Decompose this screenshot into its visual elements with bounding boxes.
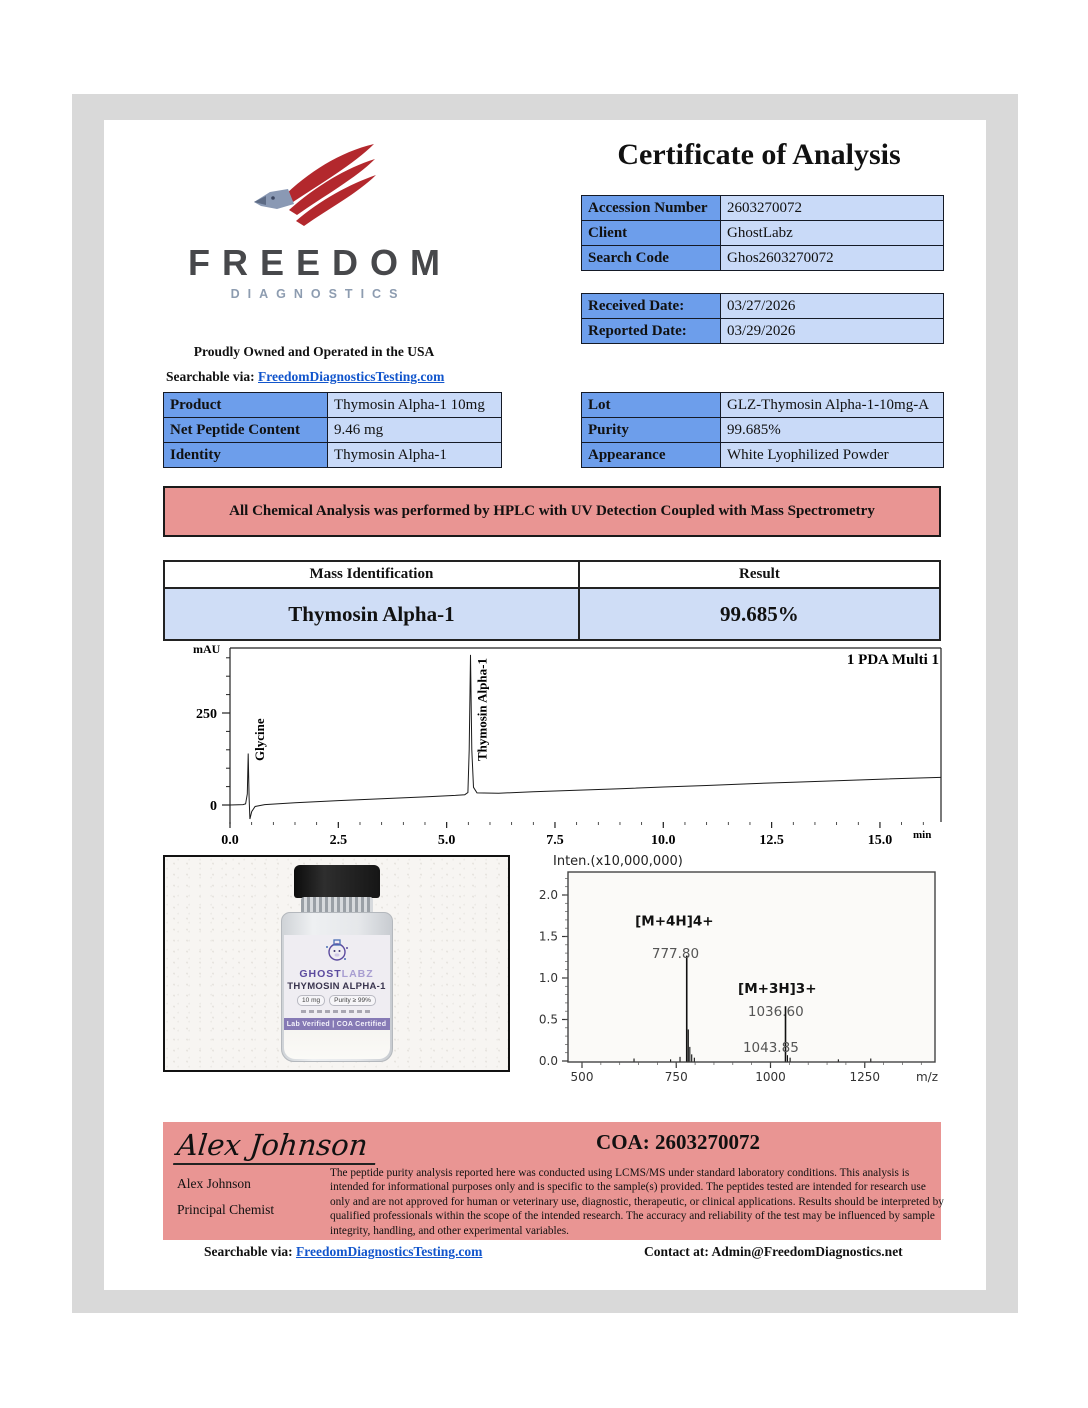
searchable-label: Searchable via: — [204, 1244, 293, 1259]
x-tick-label: 0.0 — [221, 833, 239, 848]
brand-ghost: GHOST — [299, 968, 342, 980]
row-value: Ghos2603270072 — [721, 246, 943, 270]
row-label: Net Peptide Content — [164, 418, 328, 442]
y-tick-label: 250 — [196, 707, 217, 722]
vial-photo — [163, 855, 510, 1072]
row-value: GhostLabz — [721, 221, 943, 245]
signature-footer — [163, 1122, 944, 1240]
dates-table — [581, 293, 944, 344]
method-banner: All Chemical Analysis was performed by HPLC with UV Detection Coupled with Mass Spectrometry — [163, 486, 941, 537]
vial-label — [284, 935, 390, 1030]
x-tick-label: 12.5 — [759, 833, 784, 848]
intensity-axis-label: Inten.(x10,000,000) — [553, 854, 683, 869]
chromatogram-title: 1 PDA Multi 1 — [846, 652, 939, 668]
x-tick-label: 15.0 — [867, 833, 893, 848]
vial-cap — [294, 865, 380, 898]
contact-value: Admin@FreedomDiagnostics.net — [711, 1244, 903, 1259]
signer-role: Principal Chemist — [177, 1202, 275, 1217]
accession-table — [581, 195, 944, 271]
row-label: Lot — [582, 393, 721, 417]
row-value: White Lyophilized Powder — [721, 443, 943, 467]
row-label: Search Code — [582, 246, 721, 270]
row-label: Identity — [164, 443, 328, 467]
searchable-line-top — [166, 369, 444, 385]
mass-table-header — [165, 562, 939, 589]
row-label: Received Date: — [582, 294, 721, 318]
spectrum-annotation: 777.80 — [651, 946, 700, 963]
row-value: 2603270072 — [721, 196, 943, 220]
row-value: GLZ-Thymosin Alpha-1-10mg-A — [721, 393, 943, 417]
chromatogram-trace — [230, 655, 941, 819]
table-row — [164, 393, 501, 418]
searchable-link-top[interactable]: FreedomDiagnosticsTesting.com — [258, 369, 445, 384]
x-tick-label: 500 — [570, 1070, 594, 1084]
result-header: Result — [739, 566, 780, 582]
row-label: Accession Number — [582, 196, 721, 220]
table-row — [582, 393, 943, 418]
row-label: Product — [164, 393, 328, 417]
table-row — [582, 418, 943, 443]
mass-id-value: Thymosin Alpha-1 — [165, 589, 580, 639]
x-axis-unit: min — [913, 829, 932, 841]
y-tick-label: 1.0 — [538, 971, 558, 985]
y-tick-label: 0.5 — [538, 1012, 558, 1027]
x-tick-label: 1000 — [755, 1070, 786, 1084]
vial-body — [281, 912, 393, 1062]
dose-pill: 10 mg — [297, 995, 325, 1006]
table-row — [582, 319, 943, 344]
x-tick-label: 1250 — [849, 1070, 881, 1084]
x-tick-label: 750 — [664, 1070, 688, 1084]
lot-table — [581, 392, 944, 468]
chromatogram-chart — [165, 643, 947, 851]
ghost-flask-icon — [324, 938, 350, 962]
y-tick-label: 2.0 — [538, 888, 558, 902]
row-label: Appearance — [582, 443, 721, 467]
x-tick-label: 2.5 — [329, 833, 348, 848]
row-label: Purity — [582, 418, 721, 442]
vial-verified-band: Lab Verified | COA Certified — [284, 1018, 390, 1030]
searchable-link-bottom[interactable]: FreedomDiagnosticsTesting.com — [296, 1244, 483, 1259]
peak-label: Glycine — [252, 718, 268, 761]
spectrum-annotation: [M+3H]3+ — [738, 980, 817, 997]
row-value: 03/29/2026 — [721, 319, 943, 343]
y-tick-label: 1.5 — [538, 929, 558, 944]
hplc-chromatogram — [165, 643, 947, 851]
vial-pills — [284, 995, 390, 1006]
vial-product-name: THYMOSIN ALPHA-1 — [287, 981, 386, 992]
freedom-logo — [174, 142, 454, 301]
row-label: Reported Date: — [582, 319, 721, 343]
mass-spectrum — [533, 852, 953, 1104]
y-tick-label: 0.0 — [538, 1054, 558, 1068]
row-label: Client — [582, 221, 721, 245]
spectrum-annotation: 1036.60 — [747, 1004, 804, 1021]
vial-fine-print — [301, 1010, 373, 1013]
table-row — [582, 221, 943, 246]
eagle-flag-icon — [248, 142, 380, 242]
y-axis-unit: mAU — [193, 643, 221, 656]
row-value: 99.685% — [721, 418, 943, 442]
y-tick-label: 0 — [210, 799, 217, 814]
x-tick-label: 10.0 — [651, 833, 676, 848]
searchable-line-bottom — [204, 1244, 482, 1260]
row-value: Thymosin Alpha-1 — [328, 443, 501, 467]
vial — [277, 865, 397, 1063]
x-tick-label: 5.0 — [437, 833, 456, 848]
signature-script: Alex Johnson — [173, 1128, 379, 1165]
contact-line — [644, 1244, 903, 1260]
logo-wordmark: FREEDOM — [188, 242, 452, 283]
page-title: Certificate of Analysis — [617, 138, 901, 171]
table-row — [582, 294, 943, 319]
x-tick-label: 7.5 — [546, 833, 564, 848]
result-value: 99.685% — [720, 602, 799, 626]
mass-identification-table — [163, 560, 941, 641]
logo-subtitle: DIAGNOSTICS — [230, 286, 406, 301]
product-table — [163, 392, 502, 468]
bottom-contact-line — [104, 1244, 986, 1264]
mass-spectrum-chart — [533, 852, 953, 1104]
table-row — [164, 443, 501, 468]
vial-brand — [284, 968, 390, 980]
spectrum-annotation: [M+4H]4+ — [635, 913, 714, 930]
spectrum-annotation: 1043.85 — [742, 1039, 799, 1056]
mass-id-header: Mass Identification — [165, 562, 580, 587]
document-frame — [72, 94, 1018, 1313]
row-value: Thymosin Alpha-1 10mg — [328, 393, 501, 417]
row-value: 9.46 mg — [328, 418, 501, 442]
mz-axis-label: m/z — [915, 1070, 939, 1084]
peak-label: Thymosin Alpha-1 — [474, 658, 490, 761]
mass-table-row — [165, 589, 939, 639]
searchable-label: Searchable via: — [166, 369, 255, 384]
table-row — [582, 196, 943, 221]
certificate-page — [104, 120, 986, 1290]
contact-label: Contact at: — [644, 1244, 709, 1259]
signer-name: Alex Johnson — [177, 1176, 251, 1191]
disclaimer-text: The peptide purity analysis reported here was conducted using LCMS/MS under standard laboratory conditions. This analysis is intended for informational purposes only and is specific to the sample(s) provided. The peptides tested are intended for research use only and are not approved for human or veterinary use, diagnostic, therapeutic, or clinical applications. Results should be interpreted by qualified professionals within the scope of the intended research. The accuracy and reliability of the test may be influenced by sample integrity, handling, and other experimental variables. — [330, 1167, 944, 1237]
table-row — [582, 443, 943, 468]
table-row — [164, 418, 501, 443]
purity-pill: Purity ≥ 99% — [329, 995, 376, 1006]
coa-number: COA: 2603270072 — [596, 1130, 760, 1154]
row-value: 03/27/2026 — [721, 294, 943, 318]
brand-labz: LABZ — [341, 968, 374, 980]
table-row — [582, 246, 943, 271]
tagline: Proudly Owned and Operated in the USA — [193, 344, 435, 359]
